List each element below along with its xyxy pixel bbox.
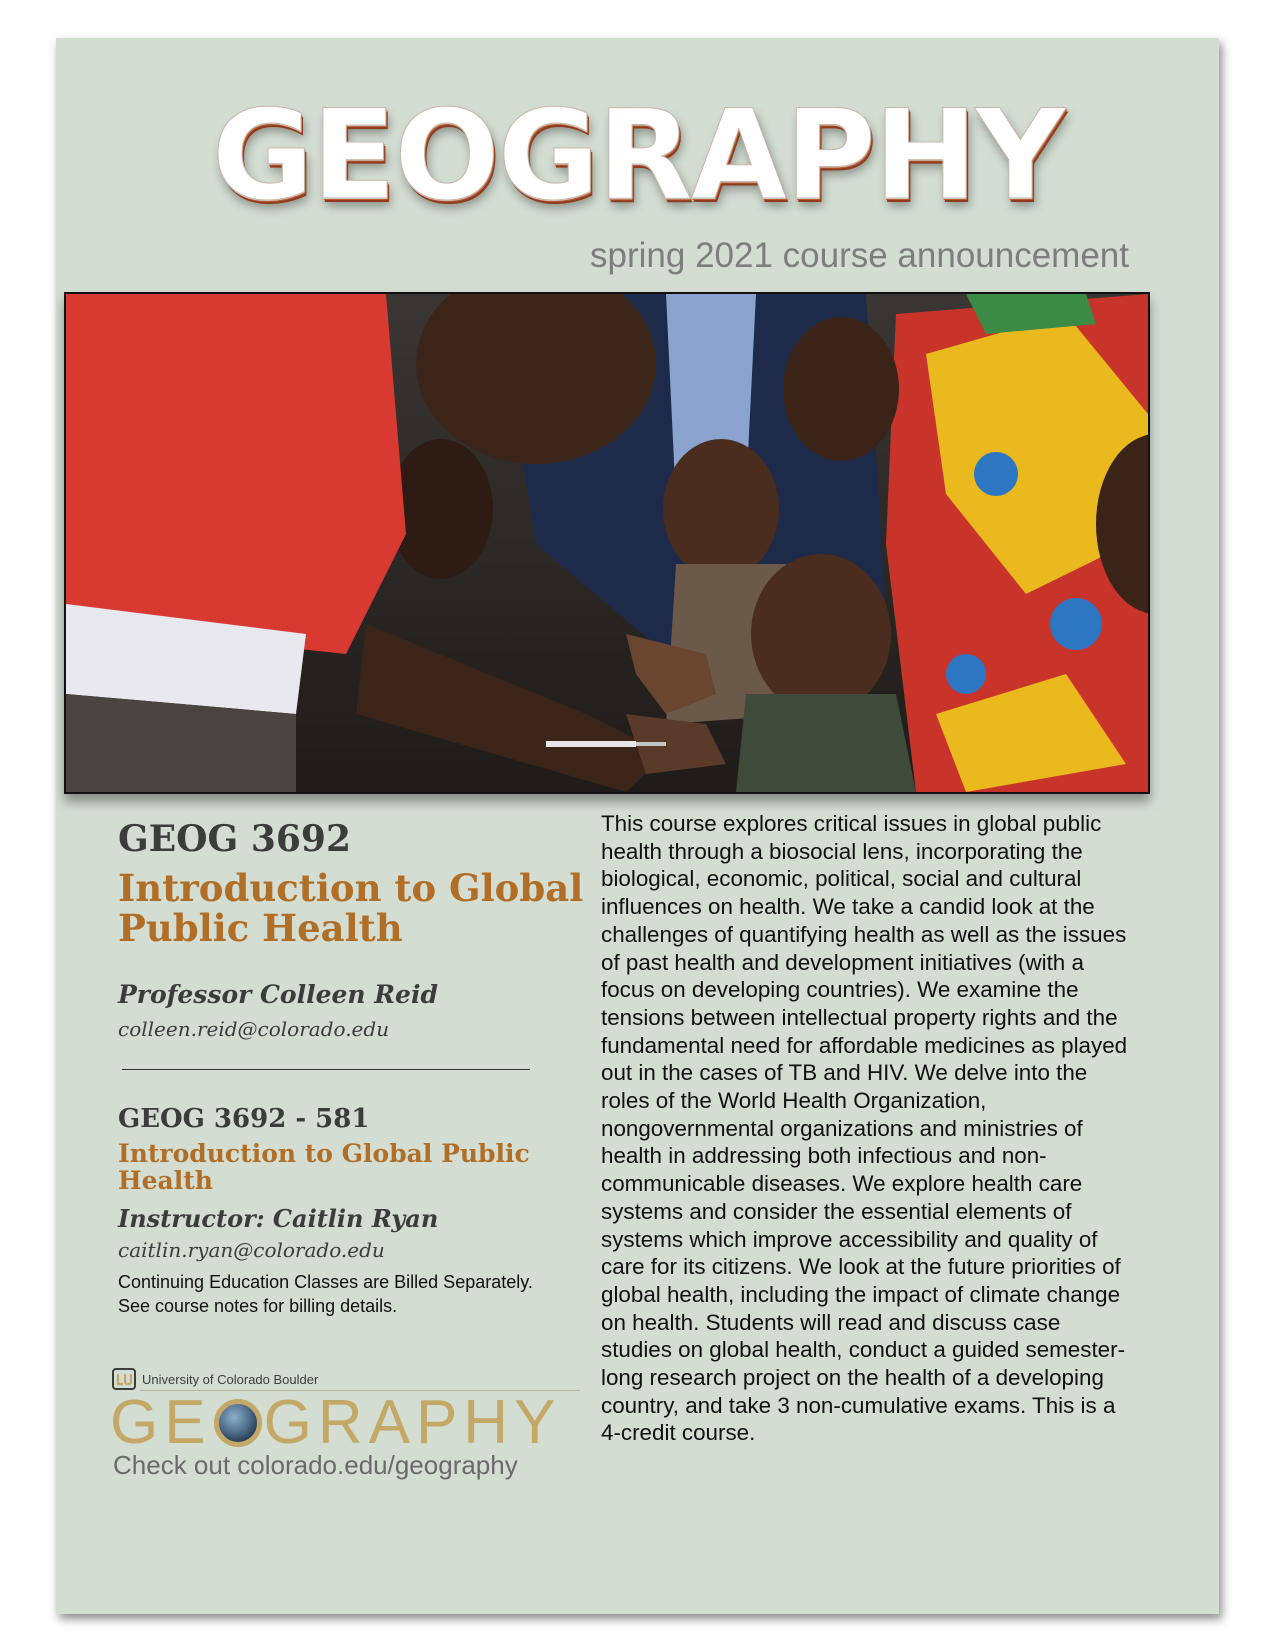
announcement-page: [56, 38, 1219, 1614]
banner-title: GEOGRAPHY: [211, 84, 1064, 228]
photo-children-health-worker-icon: [66, 294, 1148, 792]
hero-photo: [64, 292, 1150, 794]
announcement-subtitle: spring 2021 course announcement: [590, 236, 1129, 275]
geography-department-logo[interactable]: [110, 1364, 580, 1480]
cu-logo-icon: [112, 1368, 136, 1390]
billing-note: Continuing Education Classes are Billed Separately. See course notes for billing details.: [118, 1272, 533, 1316]
globe-icon: [214, 1399, 262, 1447]
course-description: This course explores critical issues in global public health through a biosocial lens, incorporating the biological, economic, political, social and cultural influences on health. We take a candid look at the challenges of quantifying health as well as the issues of past health and development initiatives (with a focus on developing countries). We examine the tensions between intellectual property rights and the fundamental need for affordable medicines as played out in the cases of TB and HIV. We delve into the roles of the World Health Organization, nongovernmental organizations and ministries of health in addressing both infectious and non-communicable diseases. We explore health care systems and consider the essential elements of systems which improve accessibility and quality of care for its citizens. We look at the future priorities of global health, including the impact of climate change on health. Students will read and discuss case studies on global health, conduct a guided semester-long research project on the health of a developing country, and take 3 non-cumulative exams. This is a 4-credit course.: [601, 811, 1128, 1446]
professor-name: Professor Colleen Reid: [118, 980, 438, 1009]
geography-wordmark: [110, 1388, 562, 1457]
professor-email[interactable]: colleen.reid@colorado.edu: [118, 1017, 390, 1041]
section-number: GEOG 3692 - 581: [118, 1104, 370, 1134]
course-title: Introduction to Global Public Health: [118, 866, 584, 950]
wordmark-right: GRAPHY: [263, 1388, 562, 1457]
section-title: Introduction to Global Public Health: [118, 1139, 530, 1195]
wordmark-left: GE: [110, 1388, 212, 1457]
instructor-email[interactable]: caitlin.ryan@colorado.edu: [118, 1238, 385, 1262]
section-divider: [122, 1069, 530, 1070]
website-link[interactable]: Check out colorado.edu/geography: [113, 1450, 518, 1480]
university-name: University of Colorado Boulder: [142, 1372, 319, 1387]
course-number: GEOG 3692: [118, 818, 352, 860]
instructor-name: Instructor: Caitlin Ryan: [118, 1204, 439, 1233]
